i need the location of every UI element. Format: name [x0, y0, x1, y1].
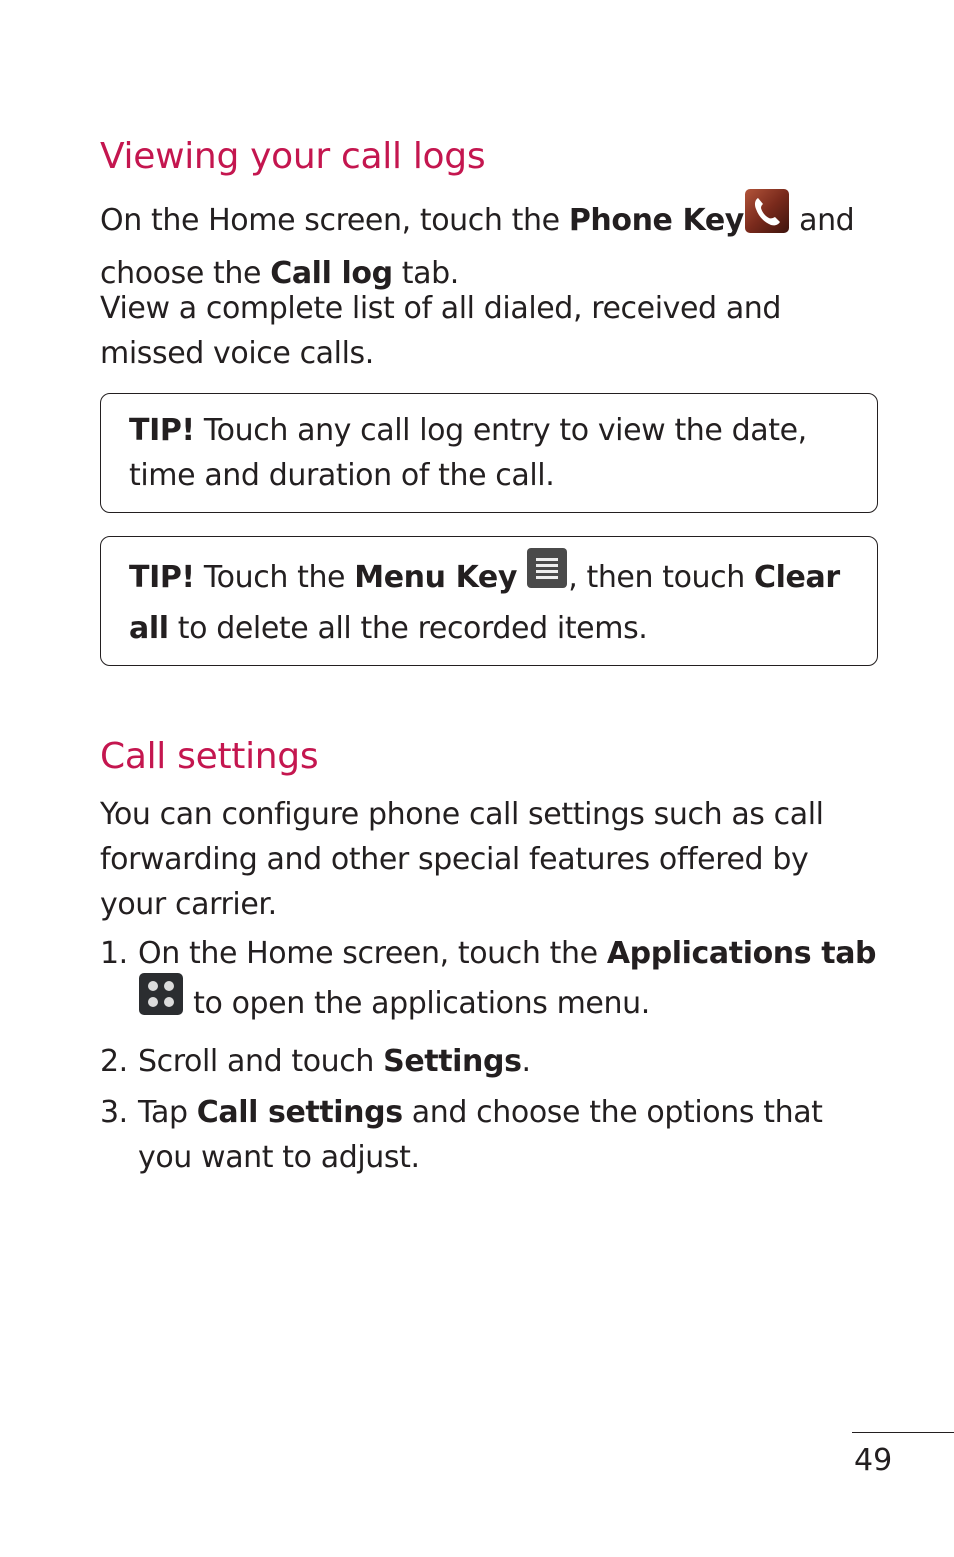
page-number: 49	[852, 1432, 954, 1478]
list-item: 1. On the Home screen, touch the Applications tab to open the applications menu.	[100, 931, 880, 1033]
tip-box-call-log-entry: TIP! Touch any call log entry to view the date, time and duration of the call.	[100, 393, 878, 513]
list-item: 2. Scroll and touch Settings.	[100, 1044, 531, 1079]
steps-list	[100, 931, 880, 1186]
phone-key-icon	[744, 188, 790, 247]
paragraph-call-logs-intro: On the Home screen, touch the Phone Key and choose the Call log tab.	[100, 192, 880, 296]
section-title-call-logs: Viewing your call logs	[100, 136, 486, 177]
section-title-call-settings: Call settings	[100, 736, 319, 777]
list-item: 3. Tap Call settings and choose the options that you want to adjust.	[100, 1095, 823, 1175]
tip-box-clear-all: TIP! Touch the Menu Key , then touch Clear all to delete all the recorded items.	[100, 536, 878, 666]
paragraph-call-logs-detail: View a complete list of all dialed, received and missed voice calls.	[100, 291, 782, 371]
menu-key-icon	[526, 547, 568, 602]
paragraph-call-settings-intro: You can configure phone call settings such as call forwarding and other special features offered by your carrier.	[100, 797, 824, 922]
applications-tab-icon	[138, 972, 184, 1029]
